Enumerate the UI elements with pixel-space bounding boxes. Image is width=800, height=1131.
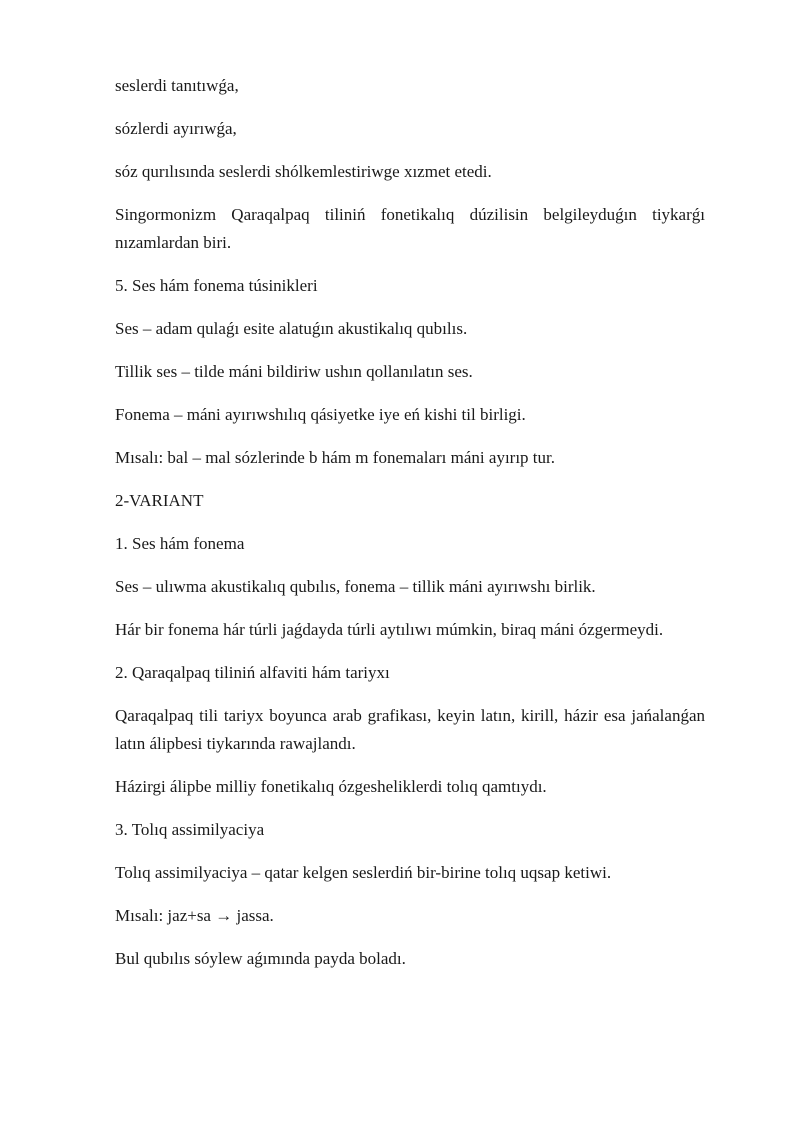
section-heading: 3. Tolıq assimilyaciya [115, 820, 265, 839]
paragraph: Ses – ulıwma akustikalıq qubılıs, fonema – tillik máni ayırıwshı birlik. [115, 577, 596, 596]
section-heading: 5. Ses hám fonema túsinikleri [115, 276, 318, 295]
paragraph: Mısalı: bal – mal sózlerinde b hám m fonemaları máni ayırıp tur. [115, 448, 555, 467]
paragraph: sóz qurılısında seslerdi shólkemlestiriwge xızmet etedi. [115, 162, 492, 181]
paragraph: Tolıq assimilyaciya – qatar kelgen seslerdiń bir-birine tolıq uqsap ketiwi. [115, 863, 612, 882]
section-heading: 1. Ses hám fonema [115, 534, 245, 553]
paragraph: seslerdi tanıtıwǵa, [115, 76, 239, 95]
variant-heading: 2-VARIANT [115, 491, 204, 510]
paragraph: Mısalı: jaz+sa → jassa. [115, 906, 274, 925]
paragraph: Singormonizm Qaraqalpaq tiliniń fonetikalıq dúzilisin belgileyduǵın tiykarǵı nızamlardan biri. [115, 205, 705, 252]
paragraph: Tillik ses – tilde máni bildiriw ushın qollanılatın ses. [115, 362, 473, 381]
section-heading: 2. Qaraqalpaq tiliniń alfaviti hám tariyxı [115, 663, 390, 682]
paragraph: Fonema – máni ayırıwshılıq qásiyetke iye eń kishi til birligi. [115, 405, 526, 424]
document-body [115, 72, 705, 988]
paragraph: Házirgi álipbe milliy fonetikalıq ózgesheliklerdi tolıq qamtıydı. [115, 777, 547, 796]
paragraph: Hár bir fonema hár túrli jaǵdayda túrli aytılıwı múmkin, biraq máni ózgermeydi. [115, 620, 664, 639]
paragraph: Bul qubılıs sóylew aǵımında payda boladı. [115, 949, 406, 968]
paragraph: sózlerdi ayırıwǵa, [115, 119, 237, 138]
paragraph: Ses – adam qulaǵı esite alatuǵın akustikalıq qubılıs. [115, 319, 468, 338]
paragraph: Qaraqalpaq tili tariyx boyunca arab grafikası, keyin latın, kirill, házir esa jańalanǵan latın álipbesi tiykarında rawajlandı. [115, 706, 705, 753]
